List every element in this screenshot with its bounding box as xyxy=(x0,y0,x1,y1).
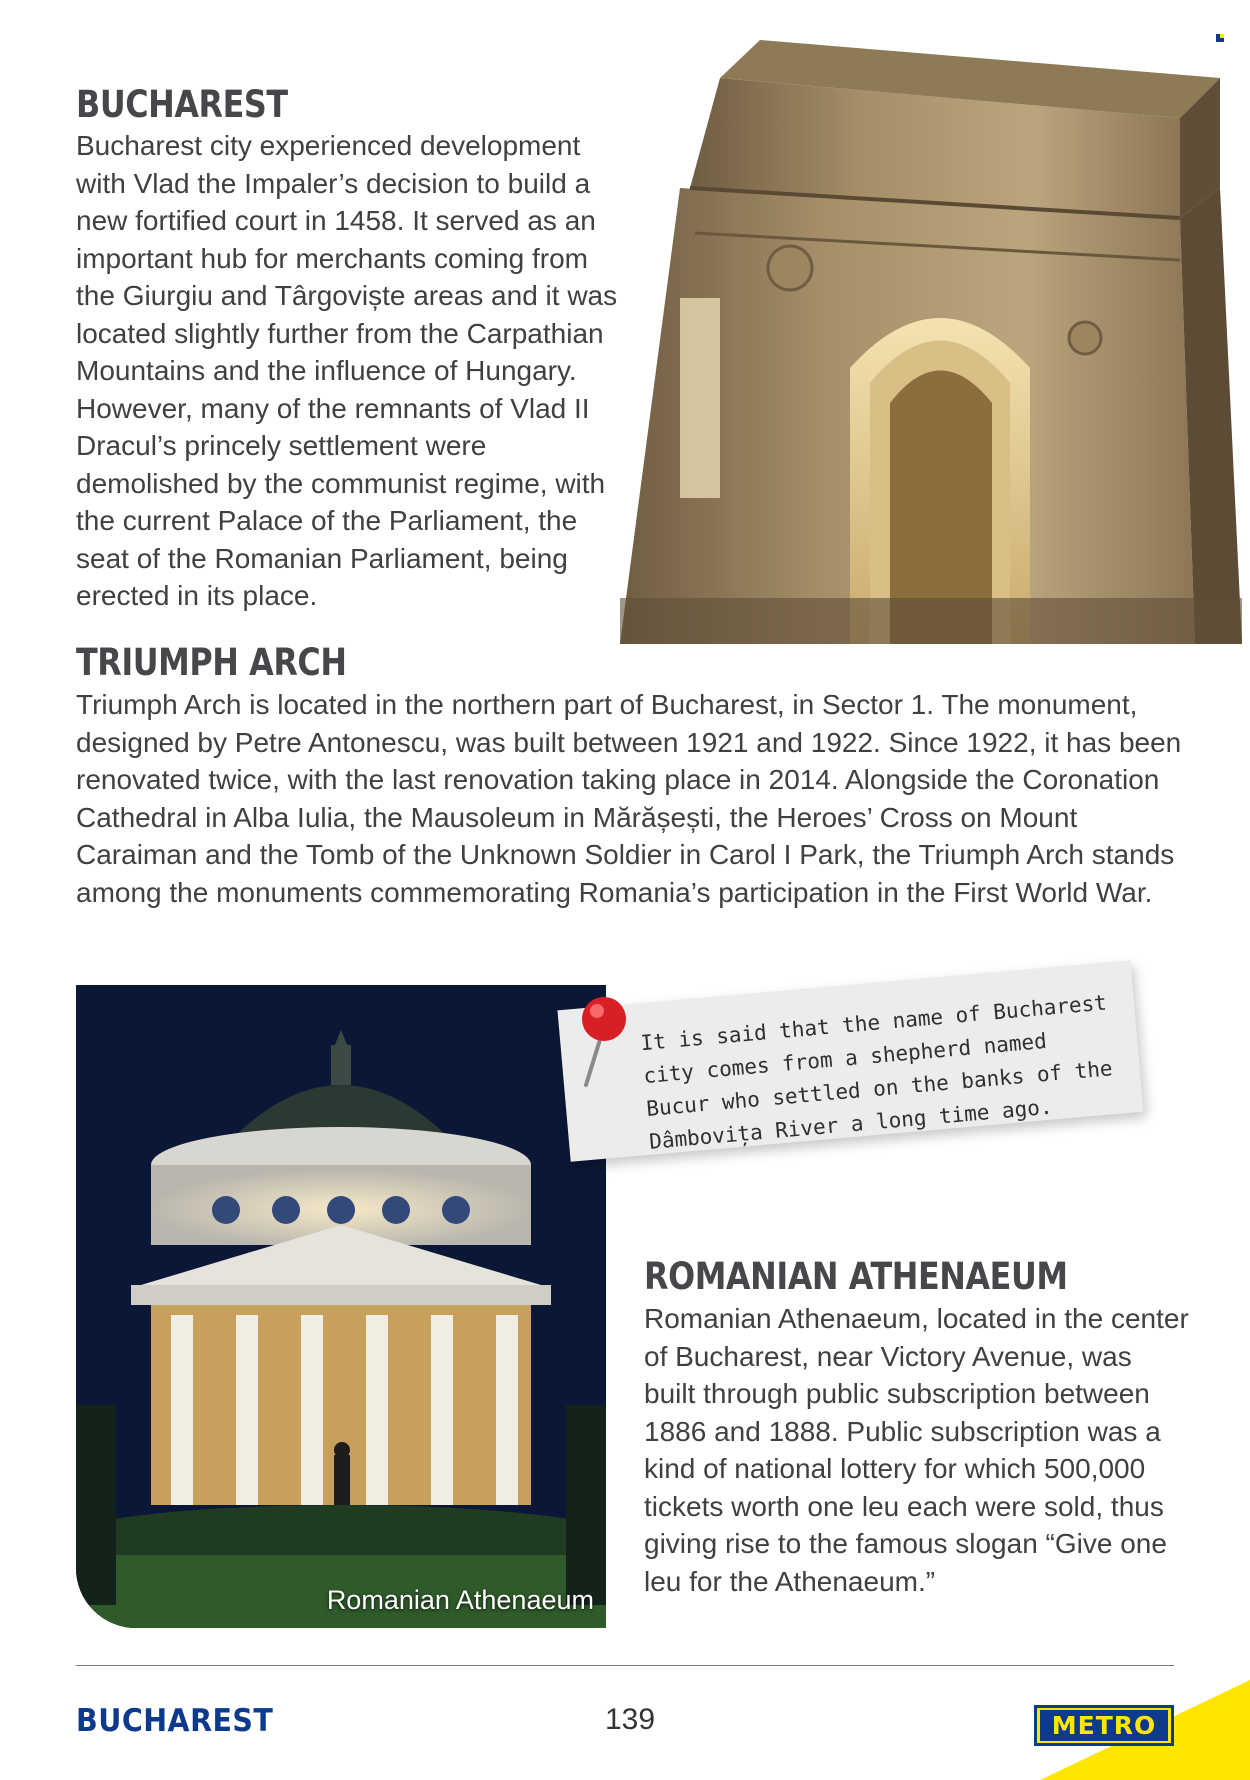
footer-section-title: BUCHAREST xyxy=(76,1703,274,1739)
heading-triumph-arch: TRIUMPH ARCH xyxy=(76,641,347,684)
pushpin-icon xyxy=(572,995,642,1095)
heading-bucharest: BUCHAREST xyxy=(76,83,288,126)
romanian-athenaeum-photo xyxy=(76,985,606,1628)
heading-romanian-athenaeum: ROMANIAN ATHENAEUM xyxy=(644,1255,1068,1298)
photo-caption: Romanian Athenaeum xyxy=(326,1585,594,1615)
fun-fact-note xyxy=(557,960,1143,1162)
paragraph-bucharest: Bucharest city experienced development with Vlad the Impaler’s decision to build a new fortified court in 1458. It served as an important hub for merchants coming from the Giurgiu and Târgoviște areas and it was located slightly further from the Carpathian Mountains and the influence of Hungary. However, many of the remnants of Vlad II Dracul’s princely settlement were demolished by the communist regime, with the current Palace of the Parliament, the seat of the Romanian Parliament, being erected in its place. xyxy=(76,130,618,611)
metro-logo-text: METRO xyxy=(1040,1710,1168,1741)
paragraph-triumph-arch: Triumph Arch is located in the northern part of Bucharest, in Sector 1. The monument, designed by Petre Antonescu, was built between 1921 and 1922. Since 1922, it has been renovated twice, with the last renovation taking place in 2014. Alongside the Coronation Cathedral in Alba Iulia, the Mausoleum in Mărășești, the Heroes’ Cross on Mount Caraiman and the Tomb of the Unknown Soldier in Carol I Park, the Triumph Arch stands among the monuments commemorating Romania’s participation in the First World War. xyxy=(76,689,1182,908)
triumph-arch-photo xyxy=(620,38,1242,644)
note-text: It is said that the name of Bucharest city comes from a shepherd named Bucur who settled on the banks of the Dâmbovița River a long time ago. xyxy=(639,990,1114,1154)
metro-logo xyxy=(1034,1705,1174,1746)
page-number: 139 xyxy=(604,1703,656,1736)
footer-divider xyxy=(76,1665,1174,1666)
paragraph-romanian-athenaeum: Romanian Athenaeum, located in the center of Bucharest, near Victory Avenue, was built through public subscription between 1886 and 1888. Public subscription was a kind of national lottery for which 500,000 tickets worth one leu each were sold, thus giving rise to the famous slogan “Give one leu for the Athenaeum.” xyxy=(644,1303,1189,1597)
